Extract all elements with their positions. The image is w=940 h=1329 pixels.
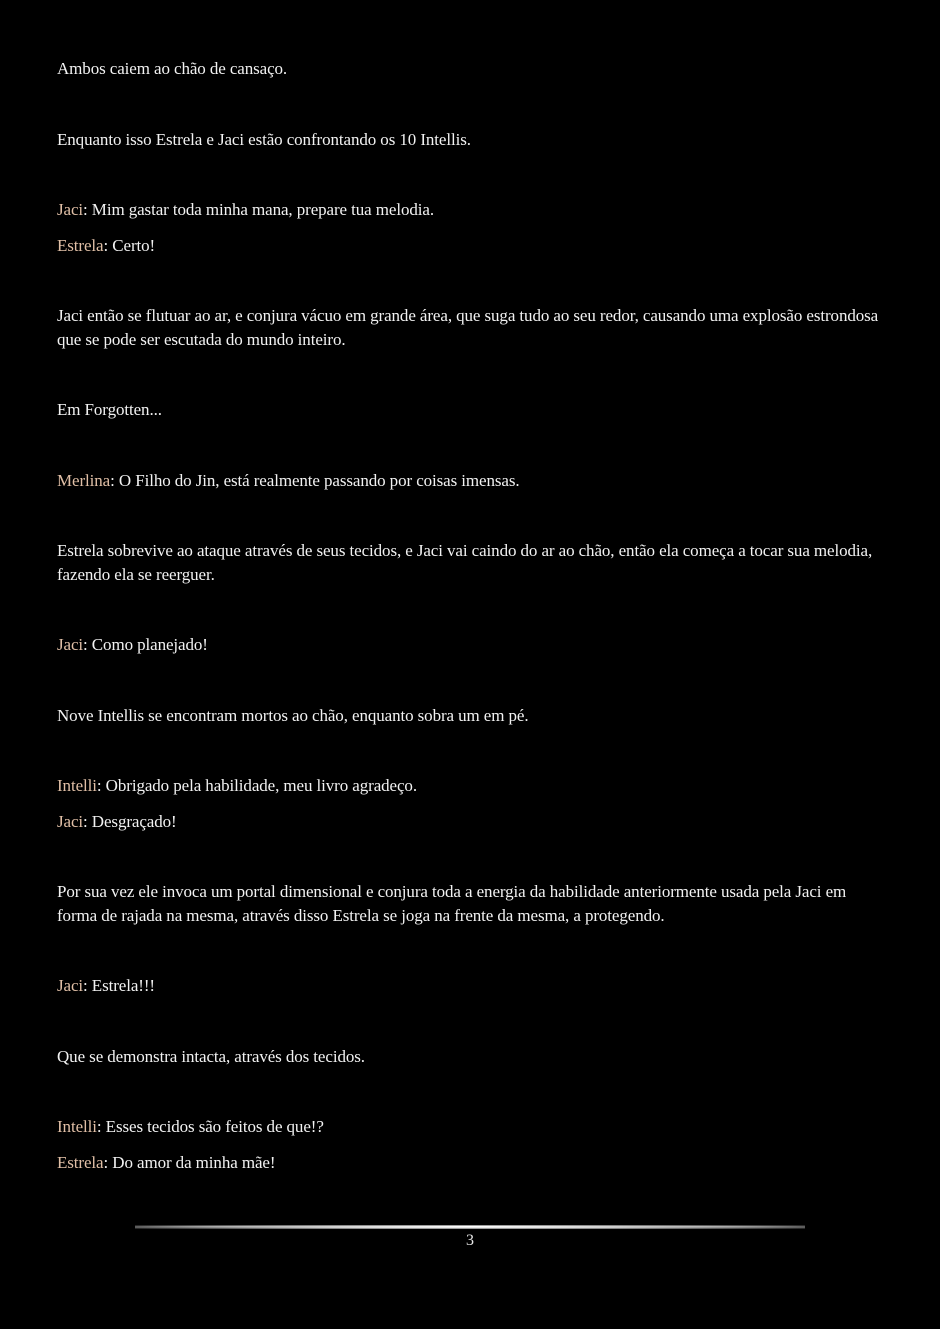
narration-text: Estrela sobrevive ao ataque através de seus tecidos, e Jaci vai caindo do ar ao chão, então ela começa a tocar sua melodia, fazendo ela se reerguer. [57,541,873,584]
dialogue-text: : O Filho do Jin, está realmente passando por coisas imensas. [110,470,520,490]
narration-text: Nove Intellis se encontram mortos ao chão, enquanto sobra um em pé. [57,705,529,725]
dialogue-line [57,974,887,998]
narration-paragraph [57,704,887,728]
dialogue-line [57,1151,887,1175]
narration-text: Por sua vez ele invoca um portal dimensional e conjura toda a energia da habilidade anteriormente usada pela Jaci em forma de rajada na mesma, através disso Estrela se joga na frente da mesma, a protegendo. [57,882,847,925]
speaker-name: Jaci [57,200,84,219]
narration-paragraph [57,1045,887,1069]
speaker-name: Estrela [57,235,104,255]
dialogue-text: : Estrela!!! [83,976,155,995]
dialogue-text: : Certo! [103,235,156,255]
narration-paragraph [57,128,887,152]
speaker-name: Intelli [57,1117,97,1136]
narration-paragraph [57,398,887,422]
dialogue-line [57,633,887,657]
narration-text: Jaci então se flutuar ao ar, e conjura vácuo em grande área, que suga tudo ao seu redor, causando uma explosão estrondosa que se pode ser escutada do mundo inteiro. [57,306,879,349]
narration-text: Em Forgotten... [57,400,162,419]
narration-text: Ambos caiem ao chão de cansaço. [57,59,288,78]
dialogue-line [57,1115,887,1139]
dialogue-line [57,234,887,258]
speaker-name: Jaci [57,811,84,831]
dialogue-text: : Obrigado pela habilidade, meu livro agradeço. [96,776,417,795]
narration-text: Que se demonstra intacta, através dos tecidos. [57,1046,365,1066]
speaker-name: Jaci [57,635,84,654]
narration-paragraph [57,304,887,351]
dialogue-text: : Do amor da minha mãe! [103,1152,276,1172]
speaker-name: Intelli [57,776,97,795]
page-number: 3 [466,1232,474,1249]
dialogue-text: : Mim gastar toda minha mana, prepare tua melodia. [83,200,434,219]
document-body [57,57,887,1174]
narration-text: Enquanto isso Estrela e Jaci estão confrontando os 10 Intellis. [57,129,471,149]
dialogue-line [57,810,887,834]
speaker-name: Merlina [57,470,111,490]
footer-divider [135,1225,805,1229]
speaker-name: Estrela [57,1152,104,1172]
narration-paragraph [57,539,887,586]
speaker-name: Jaci [57,976,84,995]
narration-paragraph [57,880,887,927]
dialogue-line [57,198,887,222]
dialogue-text: : Como planejado! [83,635,208,654]
narration-paragraph [57,57,887,81]
dialogue-text: : Esses tecidos são feitos de que!? [96,1117,324,1136]
dialogue-line [57,469,887,493]
dialogue-line [57,774,887,798]
dialogue-text: : Desgraçado! [83,811,177,831]
